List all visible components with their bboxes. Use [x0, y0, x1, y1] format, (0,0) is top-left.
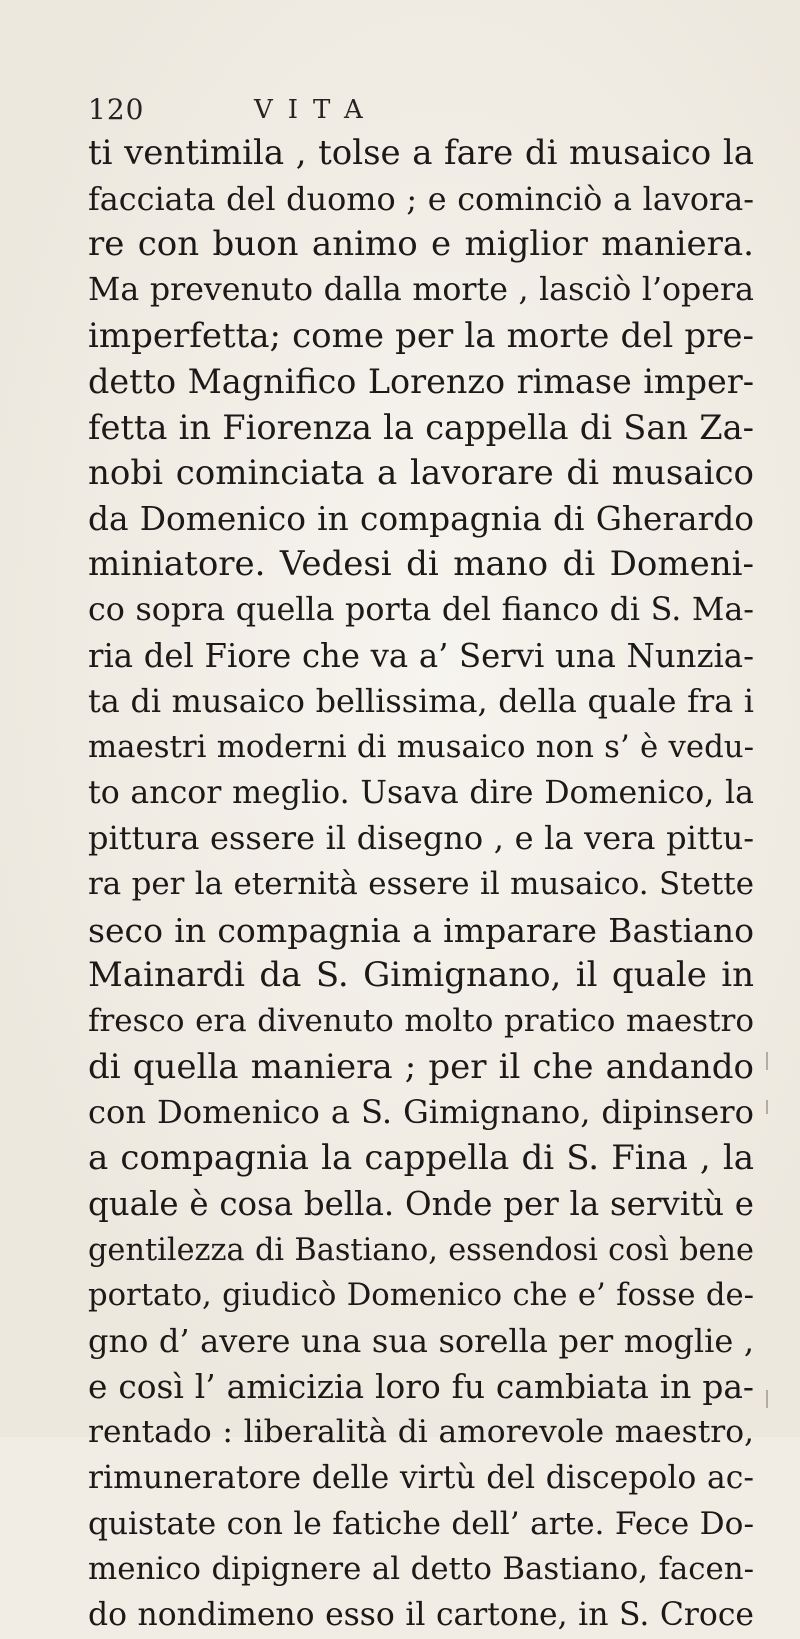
- text-line: maestri moderni di musaico non s’ è vedu-: [88, 728, 754, 765]
- text-line: co sopra quella porta del fianco di S. Ma-: [88, 591, 754, 628]
- text-line: imperfetta; come per la morte del pre-: [88, 315, 754, 356]
- margin-mark: [766, 1390, 768, 1408]
- text-line: do nondimeno esso il cartone, in S. Croce: [88, 1597, 754, 1633]
- text-line: facciata del duomo ; e cominciò a lavora-: [88, 179, 754, 218]
- text-line: detto Magnifico Lorenzo rimase imper-: [88, 362, 754, 402]
- text-line: con Domenico a S. Gimignano, dipinsero: [88, 1093, 754, 1132]
- text-line: re con buon animo e miglior maniera.: [88, 224, 754, 265]
- text-line: di quella maniera ; per il che andando: [88, 1046, 754, 1087]
- page-header: [88, 92, 488, 128]
- text-line: seco in compagnia a imparare Bastiano: [88, 910, 754, 950]
- text-line: nobi cominciata a lavorare di musaico: [88, 452, 754, 493]
- text-line: e così l’ amicizia loro fu cambiata in pa-: [88, 1367, 754, 1406]
- text-line: rimuneratore delle virtù del discepolo ac-: [88, 1459, 754, 1496]
- text-line: fetta in Fiorenza la cappella di San Za-: [88, 408, 754, 448]
- text-line: menico dipignere al detto Bastiano, facen-: [88, 1551, 754, 1588]
- text-line: quistate con le fatiche dell’ arte. Fece Do-: [88, 1505, 754, 1542]
- text-line: fresco era divenuto molto pratico maestro: [88, 1003, 754, 1040]
- margin-mark: [766, 1052, 768, 1070]
- running-head: VITA: [254, 95, 378, 125]
- text-line: ti ventimila , tolse a fare di musaico la: [88, 133, 754, 173]
- text-line: da Domenico in compagnia di Gherardo: [88, 499, 754, 538]
- page-number: 120: [88, 93, 145, 126]
- body-text: [88, 131, 754, 1639]
- text-line: miniatore. Vedesi di mano di Domeni-: [88, 544, 754, 585]
- margin-mark: [766, 1100, 768, 1114]
- text-line: rentado : liberalità di amorevole maestro,: [88, 1414, 754, 1451]
- text-line: gentilezza di Bastiano, essendosi così bene: [88, 1232, 754, 1268]
- text-line: to ancor meglio. Usava dire Domenico, la: [88, 774, 754, 811]
- text-line: Mainardi da S. Gimignano, il quale in: [88, 955, 754, 996]
- text-line: Ma prevenuto dalla morte , lasciò l’opera: [88, 272, 754, 309]
- text-line: quale è cosa bella. Onde per la servitù e: [88, 1184, 754, 1223]
- text-line: ra per la eternità essere il musaico. Stette: [88, 866, 754, 902]
- text-line: ria del Fiore che va a’ Servi una Nunzia-: [88, 636, 754, 675]
- text-line: a compagnia la cappella di S. Fina , la: [88, 1138, 754, 1179]
- text-line: portato, giudicò Domenico che e’ fosse de-: [88, 1278, 754, 1314]
- text-line: pittura essere il disegno , e la vera pittu-: [88, 819, 754, 858]
- text-line: gno d’ avere una sua sorella per moglie ,: [88, 1321, 754, 1360]
- text-line: ta di musaico bellissima, della quale fra i: [88, 682, 754, 721]
